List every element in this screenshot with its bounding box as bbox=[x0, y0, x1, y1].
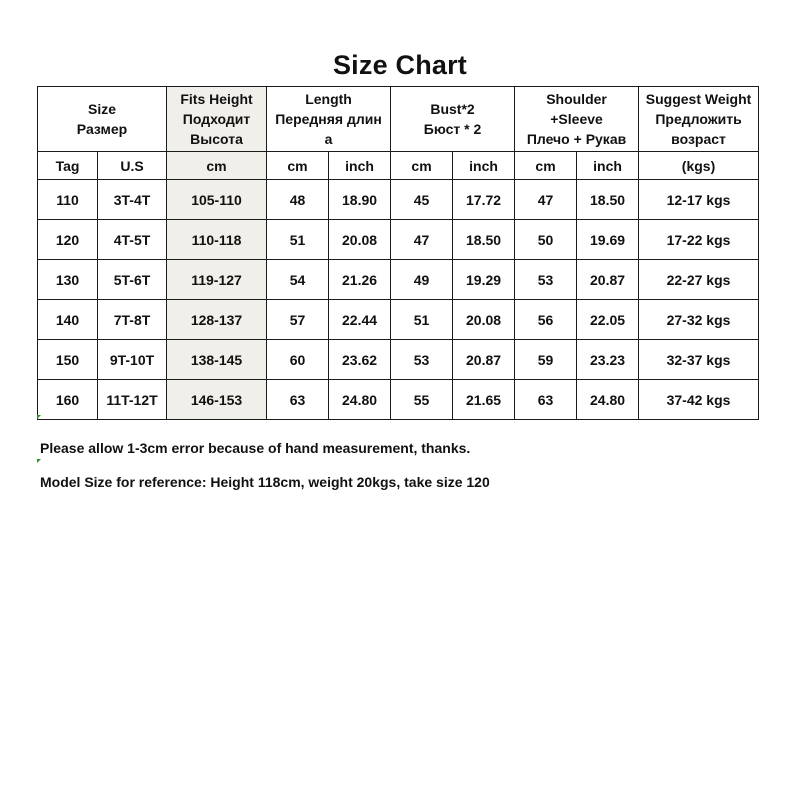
weight-header-line: возраст bbox=[671, 131, 726, 147]
cell-length-inch: 23.62 bbox=[329, 340, 391, 380]
cell-length-cm: 63 bbox=[267, 380, 329, 420]
subheader-tag: Tag bbox=[38, 152, 98, 180]
cell-us-size: 9T-10T bbox=[98, 340, 167, 380]
cell-tag: 160 bbox=[38, 380, 98, 420]
subheader-shoulder-cm: cm bbox=[515, 152, 577, 180]
cell-us-size: 3T-4T bbox=[98, 180, 167, 220]
cell-height-cm: 146-153 bbox=[167, 380, 267, 420]
cell-bust-cm: 51 bbox=[391, 300, 453, 340]
height-header-line: Fits Height bbox=[180, 91, 253, 107]
cell-weight-kgs: 17-22 kgs bbox=[639, 220, 759, 260]
cell-bust-cm: 49 bbox=[391, 260, 453, 300]
table-row bbox=[38, 380, 759, 420]
cell-shoulder-inch: 23.23 bbox=[577, 340, 639, 380]
cell-weight-kgs: 37-42 kgs bbox=[639, 380, 759, 420]
cell-bust-inch: 20.08 bbox=[453, 300, 515, 340]
cell-shoulder-cm: 50 bbox=[515, 220, 577, 260]
cell-length-cm: 57 bbox=[267, 300, 329, 340]
cell-weight-kgs: 27-32 kgs bbox=[639, 300, 759, 340]
length-header-line: Length bbox=[305, 91, 352, 107]
measurement-note: Please allow 1-3cm error because of hand measurement, thanks. bbox=[40, 440, 471, 456]
size-header-line: Size bbox=[88, 101, 117, 117]
cell-bust-cm: 45 bbox=[391, 180, 453, 220]
size-header-line: Размер bbox=[76, 121, 128, 137]
cell-bust-inch: 17.72 bbox=[453, 180, 515, 220]
bust-header-line: Bust*2 bbox=[430, 101, 475, 117]
cell-tag: 150 bbox=[38, 340, 98, 380]
height-header-line: Подходит bbox=[182, 111, 251, 127]
weight-header bbox=[639, 87, 759, 152]
cell-shoulder-inch: 19.69 bbox=[577, 220, 639, 260]
bust-header-line: Бюст * 2 bbox=[423, 121, 482, 137]
cell-tag: 110 bbox=[38, 180, 98, 220]
cell-shoulder-inch: 22.05 bbox=[577, 300, 639, 340]
table-row bbox=[38, 300, 759, 340]
table-row bbox=[38, 220, 759, 260]
subheader-row bbox=[38, 152, 759, 180]
cell-length-inch: 22.44 bbox=[329, 300, 391, 340]
cell-us-size: 7T-8T bbox=[98, 300, 167, 340]
size-chart-table bbox=[37, 86, 759, 420]
cell-length-cm: 51 bbox=[267, 220, 329, 260]
cell-bust-cm: 47 bbox=[391, 220, 453, 260]
subheader-length-cm: cm bbox=[267, 152, 329, 180]
cell-shoulder-cm: 53 bbox=[515, 260, 577, 300]
cell-us-size: 5T-6T bbox=[98, 260, 167, 300]
cell-weight-kgs: 22-27 kgs bbox=[639, 260, 759, 300]
cell-us-size: 11T-12T bbox=[98, 380, 167, 420]
length-header-line: Передняя длин bbox=[275, 111, 382, 127]
cell-shoulder-cm: 47 bbox=[515, 180, 577, 220]
cell-tag: 130 bbox=[38, 260, 98, 300]
cell-length-inch: 18.90 bbox=[329, 180, 391, 220]
cell-tag: 140 bbox=[38, 300, 98, 340]
cell-weight-kgs: 12-17 kgs bbox=[639, 180, 759, 220]
cell-length-cm: 54 bbox=[267, 260, 329, 300]
cell-height-cm: 110-118 bbox=[167, 220, 267, 260]
shoulder-header-line: Shoulder bbox=[546, 91, 607, 107]
weight-header-line: Предложить bbox=[655, 111, 742, 127]
cell-length-cm: 60 bbox=[267, 340, 329, 380]
model-size-note: Model Size for reference: Height 118cm, weight 20kgs, take size 120 bbox=[40, 474, 490, 490]
shoulder-header-line: Плечо + Рукав bbox=[526, 131, 627, 147]
page-title: Size Chart bbox=[332, 50, 468, 80]
cell-height-cm: 128-137 bbox=[167, 300, 267, 340]
cell-height-cm: 119-127 bbox=[167, 260, 267, 300]
subheader-length-inch: inch bbox=[329, 152, 391, 180]
cell-shoulder-cm: 63 bbox=[515, 380, 577, 420]
cell-length-inch: 24.80 bbox=[329, 380, 391, 420]
length-header bbox=[267, 87, 391, 152]
cell-weight-kgs: 32-37 kgs bbox=[639, 340, 759, 380]
cell-shoulder-inch: 18.50 bbox=[577, 180, 639, 220]
subheader-bust-cm: cm bbox=[391, 152, 453, 180]
weight-header-line: Suggest Weight bbox=[645, 91, 752, 107]
size-header bbox=[38, 87, 167, 152]
subheader-us: U.S bbox=[98, 152, 167, 180]
cell-bust-inch: 18.50 bbox=[453, 220, 515, 260]
height-header-line: Высота bbox=[190, 131, 243, 147]
cell-height-cm: 138-145 bbox=[167, 340, 267, 380]
cell-us-size: 4T-5T bbox=[98, 220, 167, 260]
corner-marker bbox=[37, 415, 41, 419]
table-row bbox=[38, 180, 759, 220]
shoulder-header-line: +Sleeve bbox=[550, 111, 603, 127]
subheader-height-cm: cm bbox=[167, 152, 267, 180]
bust-header bbox=[391, 87, 515, 152]
table-row bbox=[38, 340, 759, 380]
cell-tag: 120 bbox=[38, 220, 98, 260]
header-row bbox=[38, 87, 759, 152]
cell-length-inch: 21.26 bbox=[329, 260, 391, 300]
cell-shoulder-inch: 24.80 bbox=[577, 380, 639, 420]
cell-bust-inch: 19.29 bbox=[453, 260, 515, 300]
subheader-weight-kgs: (kgs) bbox=[639, 152, 759, 180]
cell-shoulder-inch: 20.87 bbox=[577, 260, 639, 300]
corner-marker bbox=[37, 459, 41, 463]
subheader-bust-inch: inch bbox=[453, 152, 515, 180]
table-body bbox=[38, 180, 759, 420]
cell-length-inch: 20.08 bbox=[329, 220, 391, 260]
cell-length-cm: 48 bbox=[267, 180, 329, 220]
shoulder-header bbox=[515, 87, 639, 152]
table-row bbox=[38, 260, 759, 300]
cell-height-cm: 105-110 bbox=[167, 180, 267, 220]
cell-bust-cm: 55 bbox=[391, 380, 453, 420]
cell-shoulder-cm: 59 bbox=[515, 340, 577, 380]
height-header bbox=[167, 87, 267, 152]
cell-bust-cm: 53 bbox=[391, 340, 453, 380]
subheader-shoulder-inch: inch bbox=[577, 152, 639, 180]
length-header-line: а bbox=[324, 131, 333, 147]
cell-bust-inch: 21.65 bbox=[453, 380, 515, 420]
cell-bust-inch: 20.87 bbox=[453, 340, 515, 380]
cell-shoulder-cm: 56 bbox=[515, 300, 577, 340]
